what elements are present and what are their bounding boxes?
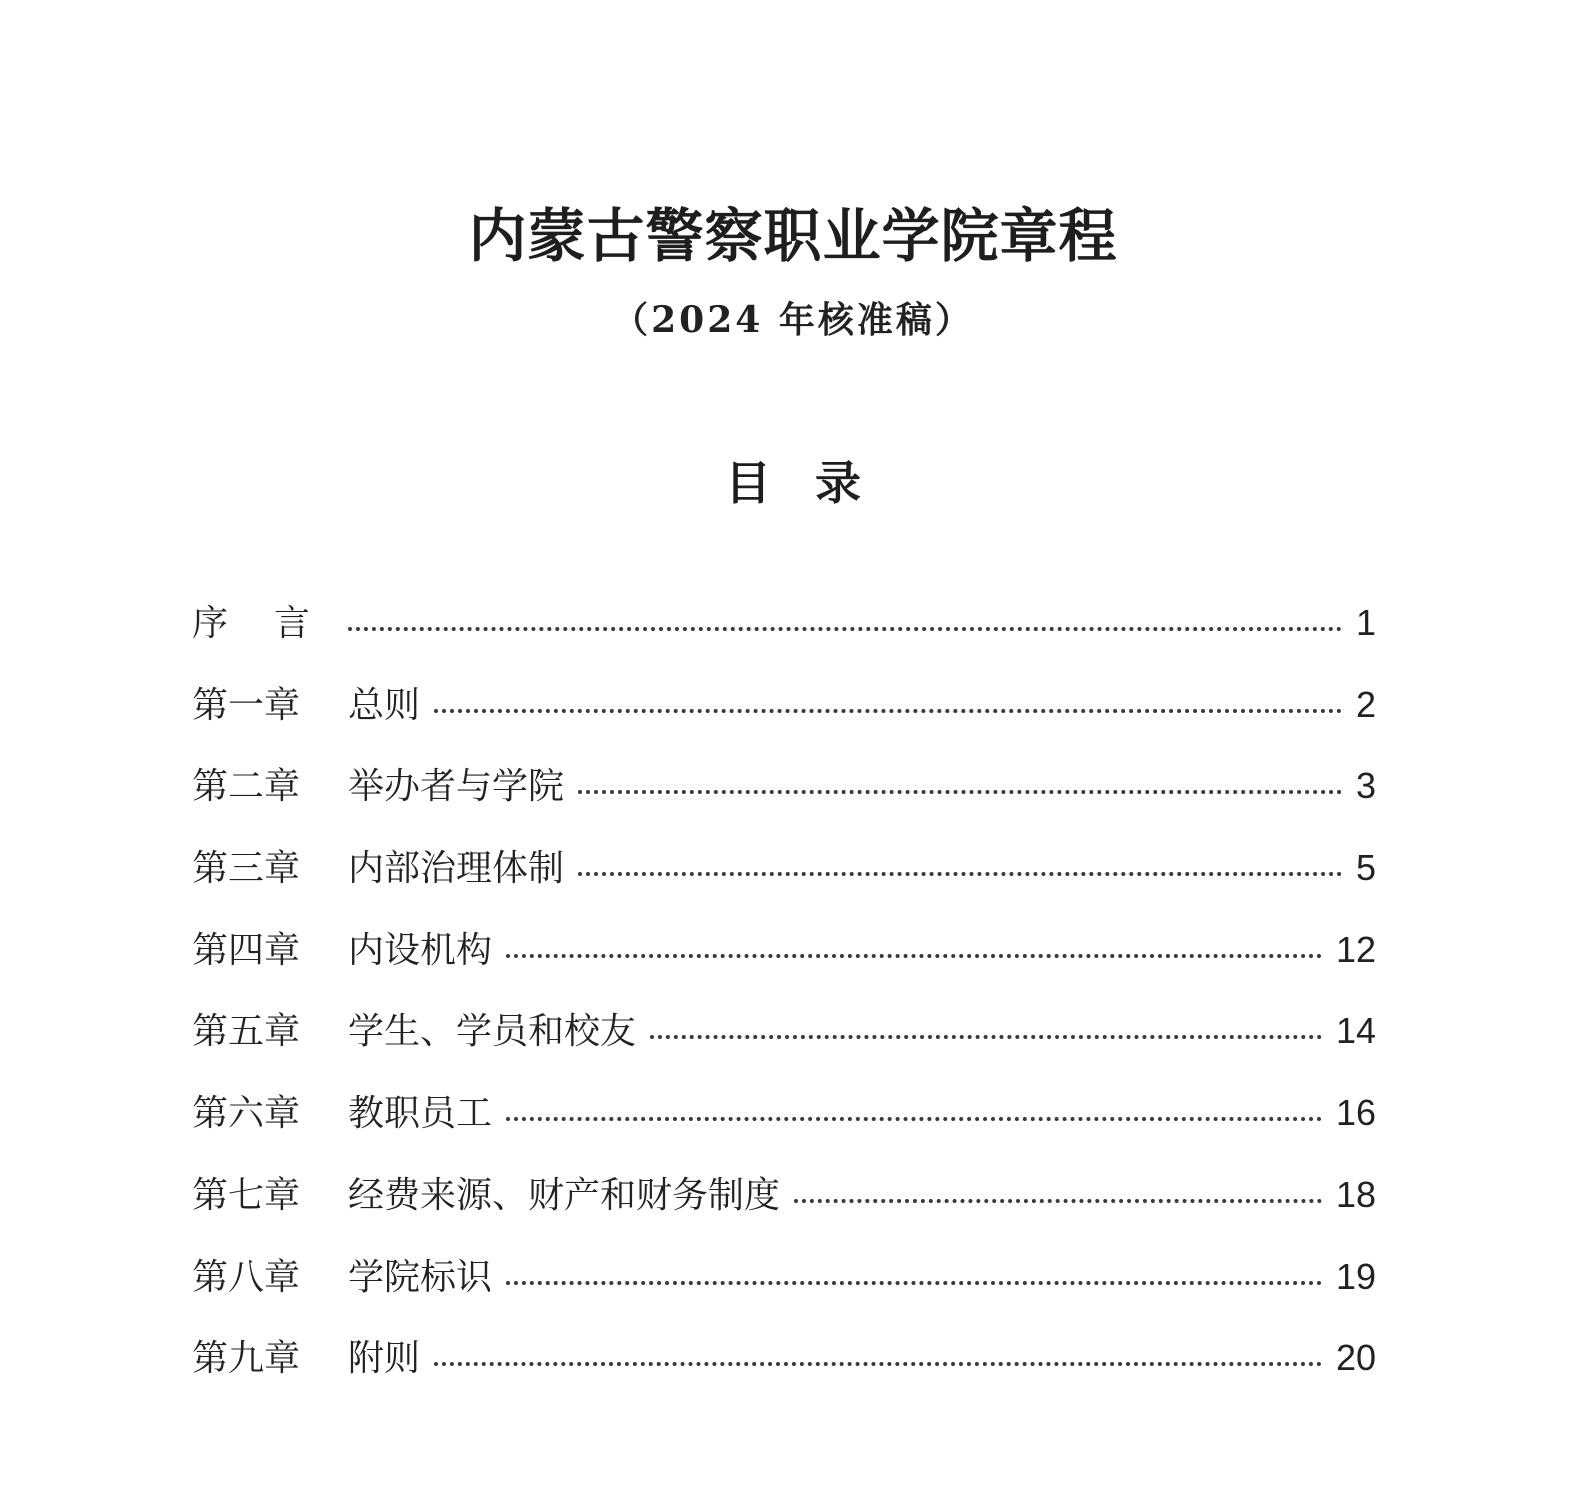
toc-dot-leader [578,872,1342,876]
toc-dot-leader [506,1281,1322,1285]
toc-entry-chapter-4[interactable] [192,919,1376,1001]
toc-chapter-label: 第七章 [192,1174,301,1216]
toc-heading-char-1: 目 [725,456,771,510]
document-title: 内蒙古警察职业学院章程 [468,202,1118,270]
toc-page-number: 1 [1355,602,1376,643]
toc-page-number: 2 [1355,683,1376,725]
toc-chapter-title: 教职员工 [348,1093,493,1135]
toc-chapter-label: 第八章 [192,1256,301,1298]
document-subtitle: （2024 年核准稿） [612,299,974,341]
toc-chapter-label: 第三章 [192,848,301,890]
toc-heading [0,450,1586,516]
toc-chapter-title: 举办者与学院 [348,766,565,808]
toc-dot-leader [578,790,1342,794]
toc-page-number: 3 [1355,765,1376,807]
toc-page-number: 12 [1335,928,1376,970]
toc-chapter-title: 总则 [348,684,421,726]
toc-entry-preface[interactable] [192,592,1376,674]
toc-page-number: 14 [1335,1010,1376,1052]
toc-chapter-label: 第五章 [192,1011,301,1053]
toc-page-number: 20 [1335,1337,1376,1379]
toc-chapter-label: 第一章 [192,684,301,726]
toc-dot-leader [650,1035,1322,1039]
toc-chapter-title: 学院标识 [348,1256,493,1298]
toc-chapter-label: 第二章 [192,766,301,808]
toc-chapter-title: 附则 [348,1338,421,1380]
toc-entry-chapter-5[interactable] [192,1000,1376,1082]
toc-chapter-title: 经费来源、财产和财务制度 [348,1174,781,1216]
toc-entry-chapter-8[interactable] [192,1246,1376,1328]
toc-chapter-label: 第六章 [192,1093,301,1135]
toc-dot-leader [794,1199,1322,1203]
toc-dot-leader [434,1362,1322,1366]
toc-dot-leader [506,954,1322,958]
toc-entry-chapter-2[interactable] [192,755,1376,837]
toc-dot-leader [348,627,1342,631]
toc-page-number: 18 [1335,1173,1376,1215]
toc-chapter-title: 内设机构 [348,929,493,971]
toc-entry-chapter-7[interactable] [192,1164,1376,1246]
toc-page-number: 19 [1335,1255,1376,1297]
toc-entry-chapter-1[interactable] [192,674,1376,756]
toc-page-number: 5 [1355,847,1376,889]
toc-entry-chapter-6[interactable] [192,1082,1376,1164]
toc-chapter-title: 学生、学员和校友 [348,1011,637,1053]
table-of-contents [192,592,1376,1409]
toc-dot-leader [506,1117,1322,1121]
toc-page-number: 16 [1335,1092,1376,1134]
toc-chapter-label: 第九章 [192,1338,301,1380]
toc-entry-chapter-9[interactable] [192,1327,1376,1409]
toc-heading-char-2: 录 [815,456,861,510]
toc-chapter-title: 内部治理体制 [348,848,565,890]
toc-dot-leader [434,709,1342,713]
toc-entry-chapter-3[interactable] [192,837,1376,919]
toc-chapter-label: 序言 [192,603,357,644]
toc-chapter-label: 第四章 [192,929,301,971]
